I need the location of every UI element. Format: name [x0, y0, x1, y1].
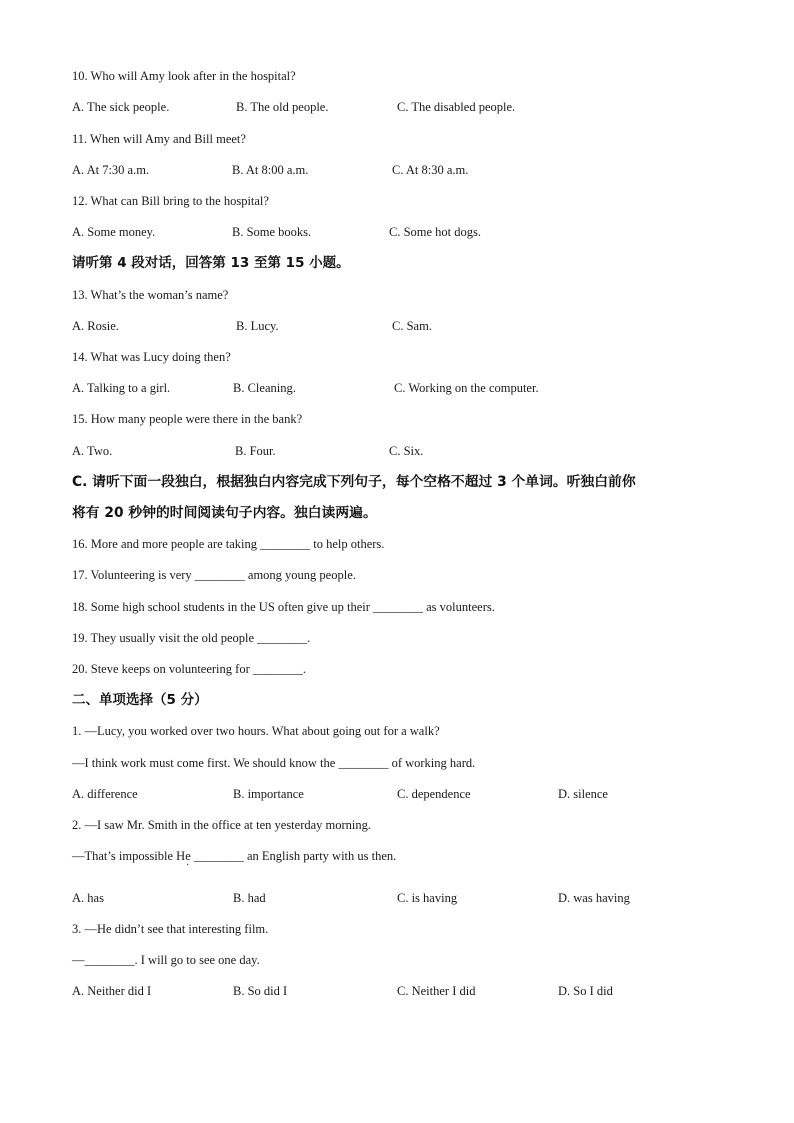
stray-dot-mark: ·: [186, 860, 190, 871]
part-c-instruction-line-1: C. 请听下面一段独白，根据独白内容完成下列句子，每个空格不超过 3 个单词。听独白前你: [72, 474, 636, 490]
question-20: 20. Steve keeps on volunteering for ________.: [72, 662, 306, 676]
question-14-option-b: B. Cleaning.: [233, 381, 296, 395]
question-12-option-c: C. Some hot dogs.: [389, 225, 482, 239]
mc-question-3-line-1: 3. —He didn’t see that interesting film.: [72, 922, 269, 936]
mc-question-1-option-c: C. dependence: [397, 787, 471, 801]
question-17: 17. Volunteering is very ________ among young people.: [72, 568, 356, 582]
mc-question-3-option-b: B. So did I: [233, 984, 288, 998]
question-11-option-b: B. At 8:00 a.m.: [232, 163, 309, 177]
question-11-option-c: C. At 8:30 a.m.: [392, 163, 469, 177]
question-15-option-b: B. Four.: [235, 444, 276, 458]
section-2-heading: 二、单项选择（5 分）: [72, 692, 208, 708]
question-10-stem: 10. Who will Amy look after in the hospital?: [72, 69, 296, 83]
question-11-option-a: A. At 7:30 a.m.: [72, 163, 150, 177]
mc-question-3-option-c: C. Neither I did: [397, 984, 476, 998]
dialogue-4-instruction: 请听第 4 段对话，回答第 13 至第 15 小题。: [72, 255, 350, 271]
mc-question-1-option-d: D. silence: [558, 787, 608, 801]
question-15-option-c: C. Six.: [389, 444, 424, 458]
question-13-option-c: C. Sam.: [392, 319, 432, 333]
part-c-instruction-line-2: 将有 20 秒钟的时间阅读句子内容。独白读两遍。: [72, 505, 377, 521]
mc-question-3-option-a: A. Neither did I: [72, 984, 152, 998]
question-16: 16. More and more people are taking ________ to help others.: [72, 537, 385, 551]
question-19: 19. They usually visit the old people ________.: [72, 631, 311, 645]
question-14-option-c: C. Working on the computer.: [394, 381, 539, 395]
mc-question-1-option-a: A. difference: [72, 787, 138, 801]
question-12-stem: 12. What can Bill bring to the hospital?: [72, 194, 269, 208]
mc-question-2-option-a: A. has: [72, 891, 104, 905]
mc-question-2-line-1: 2. —I saw Mr. Smith in the office at ten yesterday morning.: [72, 818, 372, 832]
mc-question-1-line-2: —I think work must come first. We should know the ________ of working hard.: [72, 756, 476, 770]
mc-question-3-option-d: D. So I did: [558, 984, 613, 998]
mc-question-2-line-2: —That’s impossible He ________ an English party with us then.: [72, 849, 397, 863]
question-14-stem: 14. What was Lucy doing then?: [72, 350, 231, 364]
question-10-option-a: A. The sick people.: [72, 100, 170, 114]
question-13-stem: 13. What’s the woman’s name?: [72, 288, 229, 302]
mc-question-3-line-2: —________. I will go to see one day.: [72, 953, 260, 967]
mc-question-2-option-b: B. had: [233, 891, 266, 905]
question-10-option-b: B. The old people.: [236, 100, 329, 114]
question-12-option-b: B. Some books.: [232, 225, 312, 239]
question-18: 18. Some high school students in the US often give up their ________ as volunteers.: [72, 600, 495, 614]
question-15-option-a: A. Two.: [72, 444, 113, 458]
question-12-option-a: A. Some money.: [72, 225, 156, 239]
question-13-option-b: B. Lucy.: [236, 319, 279, 333]
mc-question-1-line-1: 1. —Lucy, you worked over two hours. What about going out for a walk?: [72, 724, 440, 738]
mc-question-1-option-b: B. importance: [233, 787, 304, 801]
question-14-option-a: A. Talking to a girl.: [72, 381, 171, 395]
question-13-option-a: A. Rosie.: [72, 319, 119, 333]
mc-question-2-option-c: C. is having: [397, 891, 458, 905]
question-10-option-c: C. The disabled people.: [397, 100, 516, 114]
question-11-stem: 11. When will Amy and Bill meet?: [72, 132, 246, 146]
question-15-stem: 15. How many people were there in the bank?: [72, 412, 303, 426]
mc-question-2-option-d: D. was having: [558, 891, 630, 905]
